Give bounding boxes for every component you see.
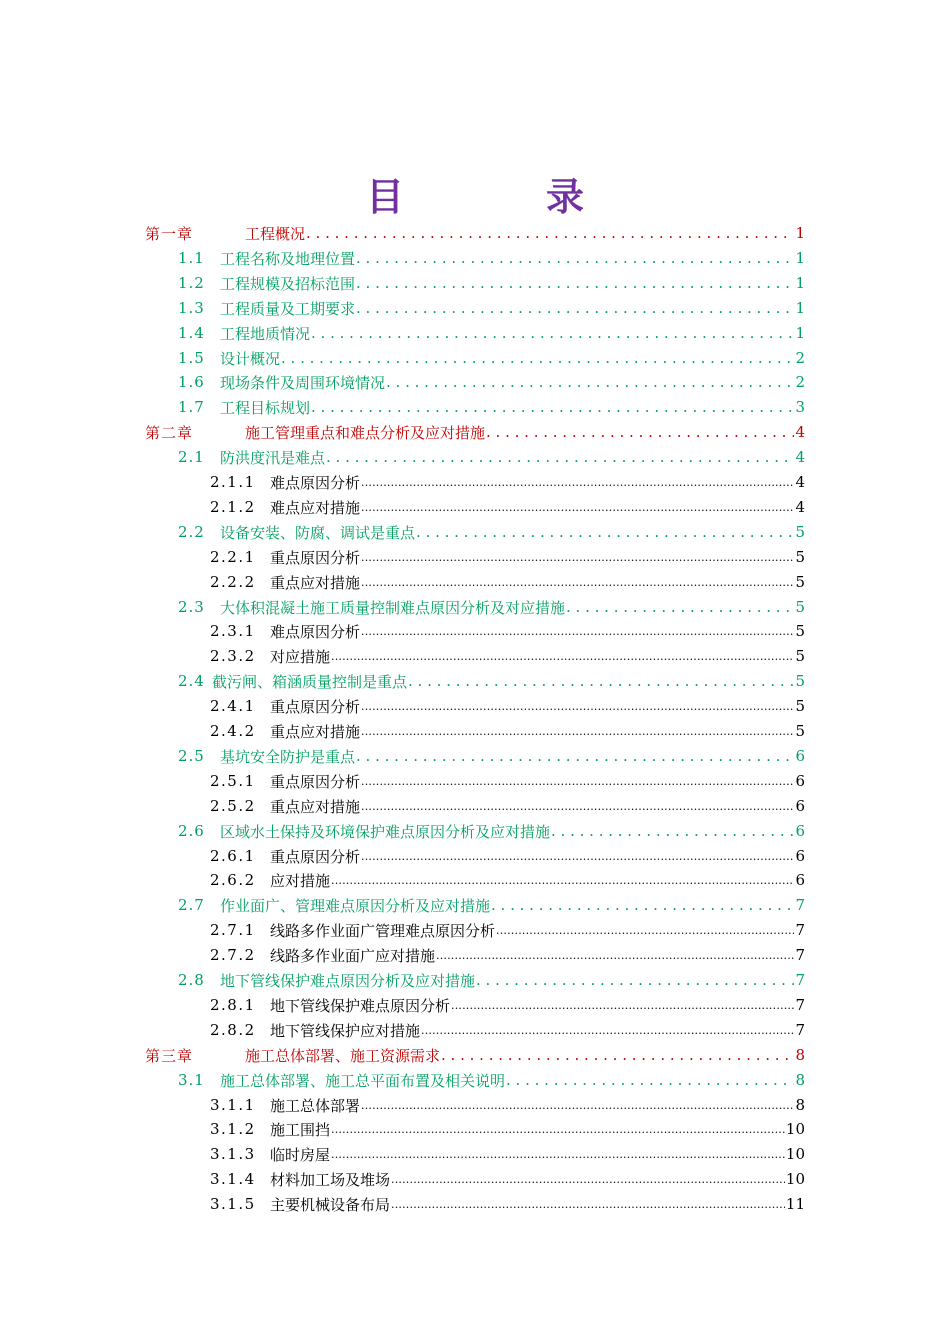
toc-dot-leader xyxy=(361,498,794,516)
toc-dot-leader xyxy=(356,299,794,317)
toc-entry[interactable] xyxy=(210,545,805,569)
toc-entry-title: 线路多作业面广管理难点原因分析 xyxy=(270,921,496,940)
toc-entry-number: 2.7 xyxy=(178,896,205,914)
toc-entry-page: 7 xyxy=(795,896,805,914)
toc-entry-page: 11 xyxy=(785,1195,805,1213)
toc-dot-leader xyxy=(441,1046,794,1064)
toc-entry-page: 3 xyxy=(795,398,805,416)
toc-entry-page: 7 xyxy=(795,921,805,939)
toc-entry-page: 8 xyxy=(795,1046,805,1064)
toc-entry-number: 2.2.2 xyxy=(210,573,256,591)
toc-entry-page: 7 xyxy=(795,971,805,989)
toc-dot-leader xyxy=(416,523,794,541)
toc-entry-number: 2.2 xyxy=(178,523,205,541)
toc-entry-title: 工程质量及工期要求 xyxy=(220,299,356,318)
toc-entry-number: 2.4.2 xyxy=(210,722,256,740)
toc-entry-title: 重点应对措施 xyxy=(270,797,361,816)
toc-entry[interactable] xyxy=(210,495,805,519)
toc-entry-page: 4 xyxy=(795,448,805,466)
toc-dot-leader xyxy=(361,722,794,740)
toc-entry-title: 难点原因分析 xyxy=(270,622,361,641)
toc-entry-title: 重点原因分析 xyxy=(270,847,361,866)
toc-entry[interactable] xyxy=(145,221,805,245)
toc-entry[interactable] xyxy=(178,296,805,320)
toc-entry-page: 5 xyxy=(795,598,805,616)
toc-entry-title: 难点应对措施 xyxy=(270,498,361,517)
toc-entry-page: 10 xyxy=(785,1145,805,1163)
toc-dot-leader xyxy=(326,448,794,466)
toc-entry-page: 6 xyxy=(795,847,805,865)
toc-entry-title: 工程规模及招标范围 xyxy=(220,274,356,293)
toc-entry-title: 工程名称及地理位置 xyxy=(220,249,356,268)
toc-entry-page: 5 xyxy=(795,697,805,715)
toc-entry-page: 4 xyxy=(795,423,805,441)
toc-entry[interactable] xyxy=(210,1192,805,1216)
toc-entry-title: 设备安装、防腐、调试是重点 xyxy=(220,523,416,542)
toc-entry-title: 作业面广、管理难点原因分析及应对措施 xyxy=(220,896,491,915)
toc-entry-number: 3.1.5 xyxy=(210,1195,256,1213)
toc-entry-title: 重点应对措施 xyxy=(270,573,361,592)
toc-entry[interactable] xyxy=(178,271,805,295)
toc-entry[interactable] xyxy=(210,719,805,743)
toc-dot-leader xyxy=(361,797,794,815)
toc-entry-page: 6 xyxy=(795,747,805,765)
toc-dot-leader xyxy=(331,1145,785,1163)
toc-entry-title: 施工围挡 xyxy=(270,1120,331,1139)
toc-dot-leader xyxy=(361,1096,794,1114)
toc-entry-title: 临时房屋 xyxy=(270,1145,331,1164)
toc-entry-number: 2.2.1 xyxy=(210,548,256,566)
toc-dot-leader xyxy=(331,1120,785,1138)
toc-entry-page: 5 xyxy=(795,647,805,665)
toc-entry-title: 施工总体部署、施工总平面布置及相关说明 xyxy=(220,1071,506,1090)
toc-entry[interactable] xyxy=(178,395,805,419)
toc-entry-title: 工程概况 xyxy=(245,224,306,243)
toc-dot-leader xyxy=(361,847,794,865)
toc-entry[interactable] xyxy=(210,769,805,793)
toc-dot-leader xyxy=(476,971,794,989)
toc-entry-title: 重点原因分析 xyxy=(270,772,361,791)
toc-entry-number: 3.1.4 xyxy=(210,1170,256,1188)
toc-entry-title: 工程目标规划 xyxy=(220,398,311,417)
toc-entry-number: 2.5.1 xyxy=(210,772,256,790)
toc-entry-title: 大体积混凝土施工质量控制难点原因分析及对应措施 xyxy=(220,598,566,617)
toc-entry-number: 2.8.1 xyxy=(210,996,256,1014)
toc-entry[interactable] xyxy=(210,918,805,942)
toc-entry[interactable] xyxy=(210,1167,805,1191)
toc-entry-page: 7 xyxy=(795,996,805,1014)
toc-dot-leader xyxy=(306,224,794,242)
toc-entry[interactable] xyxy=(178,321,805,345)
toc-entry-title: 地下管线保护应对措施 xyxy=(270,1021,421,1040)
toc-dot-leader xyxy=(311,398,794,416)
toc-entry[interactable] xyxy=(210,570,805,594)
toc-dot-leader xyxy=(361,697,794,715)
toc-dot-leader xyxy=(361,772,794,790)
toc-dot-leader xyxy=(281,349,794,367)
toc-entry-number: 3.1.1 xyxy=(210,1096,256,1114)
toc-entry-page: 1 xyxy=(795,324,805,342)
toc-entry-page: 6 xyxy=(795,797,805,815)
toc-entry-title: 线路多作业面广应对措施 xyxy=(270,946,436,965)
toc-entry[interactable] xyxy=(210,1142,805,1166)
toc-entry-number: 1.1 xyxy=(178,249,205,267)
toc-entry[interactable] xyxy=(210,1018,805,1042)
toc-entry-number: 3.1.3 xyxy=(210,1145,256,1163)
toc-entry[interactable] xyxy=(178,744,805,768)
toc-dot-leader xyxy=(331,647,794,665)
toc-entry-number: 2.8 xyxy=(178,971,205,989)
toc-entry-title: 难点原因分析 xyxy=(270,473,361,492)
toc-entry[interactable] xyxy=(210,694,805,718)
toc-dot-leader xyxy=(361,548,794,566)
toc-dot-leader xyxy=(421,1021,794,1039)
toc-entry-number: 第二章 xyxy=(145,423,194,442)
toc-entry-number: 1.7 xyxy=(178,398,205,416)
toc-dot-leader xyxy=(356,274,794,292)
toc-entry-number: 1.4 xyxy=(178,324,205,342)
toc-entry-number: 2.6.2 xyxy=(210,871,256,889)
toc-entry[interactable] xyxy=(178,968,805,992)
toc-entry[interactable] xyxy=(210,844,805,868)
toc-entry[interactable] xyxy=(178,1068,805,1092)
toc-dot-leader xyxy=(391,1170,785,1188)
toc-entry-page: 1 xyxy=(795,224,805,242)
toc-dot-leader xyxy=(356,747,794,765)
toc-entry-number: 2.1 xyxy=(178,448,205,466)
toc-entry-number: 2.4 xyxy=(178,672,205,690)
toc-dot-leader xyxy=(496,921,794,939)
toc-entry-page: 5 xyxy=(795,573,805,591)
toc-entry-page: 8 xyxy=(795,1071,805,1089)
toc-entry-title: 材料加工场及堆场 xyxy=(270,1170,391,1189)
toc-entry[interactable] xyxy=(210,619,805,643)
toc-dot-leader xyxy=(361,473,794,491)
toc-entry-title: 施工总体部署 xyxy=(270,1096,361,1115)
toc-entry-title: 工程地质情况 xyxy=(220,324,311,343)
toc-entry-page: 6 xyxy=(795,871,805,889)
toc-entry-title: 重点应对措施 xyxy=(270,722,361,741)
toc-dot-leader xyxy=(361,573,794,591)
toc-entry-number: 第一章 xyxy=(145,224,194,243)
toc-entry[interactable] xyxy=(210,470,805,494)
toc-entry-title: 防洪度汛是难点 xyxy=(220,448,326,467)
toc-entry-page: 10 xyxy=(785,1170,805,1188)
toc-entry-title: 基坑安全防护是重点 xyxy=(220,747,356,766)
toc-dot-leader xyxy=(566,598,794,616)
toc-entry-page: 5 xyxy=(795,523,805,541)
toc-entry-page: 7 xyxy=(795,946,805,964)
toc-dot-leader xyxy=(551,822,794,840)
toc-entry-page: 7 xyxy=(795,1021,805,1039)
toc-entry[interactable] xyxy=(210,993,805,1017)
toc-dot-leader xyxy=(491,896,794,914)
toc-entry-page: 5 xyxy=(795,722,805,740)
toc-entry-number: 3.1.2 xyxy=(210,1120,256,1138)
toc-entry-number: 3.1 xyxy=(178,1071,205,1089)
toc-dot-leader xyxy=(331,871,794,889)
toc-entry-title: 主要机械设备布局 xyxy=(270,1195,391,1214)
toc-dot-leader xyxy=(386,373,794,391)
toc-entry-title: 设计概况 xyxy=(220,349,281,368)
toc-entry[interactable] xyxy=(178,595,805,619)
toc-entry-number: 2.3.2 xyxy=(210,647,256,665)
toc-entry-page: 5 xyxy=(795,622,805,640)
toc-entry-number: 2.5.2 xyxy=(210,797,256,815)
toc-entry-number: 2.3.1 xyxy=(210,622,256,640)
toc-entry-page: 1 xyxy=(795,299,805,317)
toc-entry[interactable] xyxy=(210,1117,805,1141)
toc-entry[interactable] xyxy=(178,370,805,394)
toc-entry-title: 重点原因分析 xyxy=(270,697,361,716)
toc-entry-page: 5 xyxy=(795,548,805,566)
toc-entry-number: 2.6.1 xyxy=(210,847,256,865)
toc-entry[interactable] xyxy=(145,420,805,444)
toc-entry-number: 2.7.1 xyxy=(210,921,256,939)
toc-dot-leader xyxy=(391,1195,785,1213)
toc-entry-page: 4 xyxy=(795,473,805,491)
toc-entry[interactable] xyxy=(178,893,805,917)
toc-entry-number: 2.6 xyxy=(178,822,205,840)
toc-entry[interactable] xyxy=(210,943,805,967)
toc-entry[interactable] xyxy=(178,346,805,370)
toc-entry-number: 2.1.2 xyxy=(210,498,256,516)
toc-title: 目 录 xyxy=(365,175,636,219)
toc-entry[interactable] xyxy=(178,445,805,469)
toc-dot-leader xyxy=(451,996,794,1014)
toc-entry[interactable] xyxy=(210,644,805,668)
toc-entry-page: 6 xyxy=(795,822,805,840)
toc-entry[interactable] xyxy=(178,520,805,544)
toc-dot-leader xyxy=(408,672,794,690)
toc-entry-number: 2.7.2 xyxy=(210,946,256,964)
toc-entry-title: 对应措施 xyxy=(270,647,331,666)
toc-dot-leader xyxy=(361,622,794,640)
toc-entry-number: 1.3 xyxy=(178,299,205,317)
toc-entry-page: 8 xyxy=(795,1096,805,1114)
toc-entry-number: 2.4.1 xyxy=(210,697,256,715)
toc-entry-title: 地下管线保护难点原因分析 xyxy=(270,996,451,1015)
toc-entry[interactable] xyxy=(145,1043,805,1067)
toc-entry-number: 1.5 xyxy=(178,349,205,367)
toc-entry-number: 2.8.2 xyxy=(210,1021,256,1039)
toc-entry-page: 1 xyxy=(795,249,805,267)
toc-entry-title: 地下管线保护难点原因分析及应对措施 xyxy=(220,971,476,990)
toc-entry-page: 10 xyxy=(785,1120,805,1138)
toc-entry[interactable] xyxy=(210,868,805,892)
toc-entry-number: 2.3 xyxy=(178,598,205,616)
toc-entry-page: 2 xyxy=(795,373,805,391)
toc-dot-leader xyxy=(356,249,794,267)
toc-dot-leader xyxy=(436,946,794,964)
toc-dot-leader xyxy=(311,324,794,342)
toc-entry-number: 第三章 xyxy=(145,1046,194,1065)
toc-entry[interactable] xyxy=(210,794,805,818)
toc-entry-title: 区域水土保持及环境保护难点原因分析及应对措施 xyxy=(220,822,551,841)
toc-entry-title: 重点原因分析 xyxy=(270,548,361,567)
toc-entry-title: 施工管理重点和难点分析及应对措施 xyxy=(245,423,486,442)
toc-entry-title: 应对措施 xyxy=(270,871,331,890)
toc-entry-title: 施工总体部署、施工资源需求 xyxy=(245,1046,441,1065)
toc-entry-page: 5 xyxy=(795,672,805,690)
toc-dot-leader xyxy=(506,1071,794,1089)
toc-entry-page: 1 xyxy=(795,274,805,292)
toc-dot-leader xyxy=(486,423,794,441)
toc-entry-number: 2.1.1 xyxy=(210,473,256,491)
toc-entry-page: 4 xyxy=(795,498,805,516)
toc-entry-number: 1.6 xyxy=(178,373,205,391)
toc-entry-number: 2.5 xyxy=(178,747,205,765)
toc-entry[interactable] xyxy=(210,1093,805,1117)
toc-entry[interactable] xyxy=(178,669,805,693)
toc-entry-page: 6 xyxy=(795,772,805,790)
toc-entry-title: 现场条件及周围环境情况 xyxy=(220,373,386,392)
toc-entry[interactable] xyxy=(178,819,805,843)
toc-entry-page: 2 xyxy=(795,349,805,367)
toc-entry-title: 截污闸、箱涵质量控制是重点 xyxy=(212,672,408,691)
toc-entry-number: 1.2 xyxy=(178,274,205,292)
toc-entry[interactable] xyxy=(178,246,805,270)
